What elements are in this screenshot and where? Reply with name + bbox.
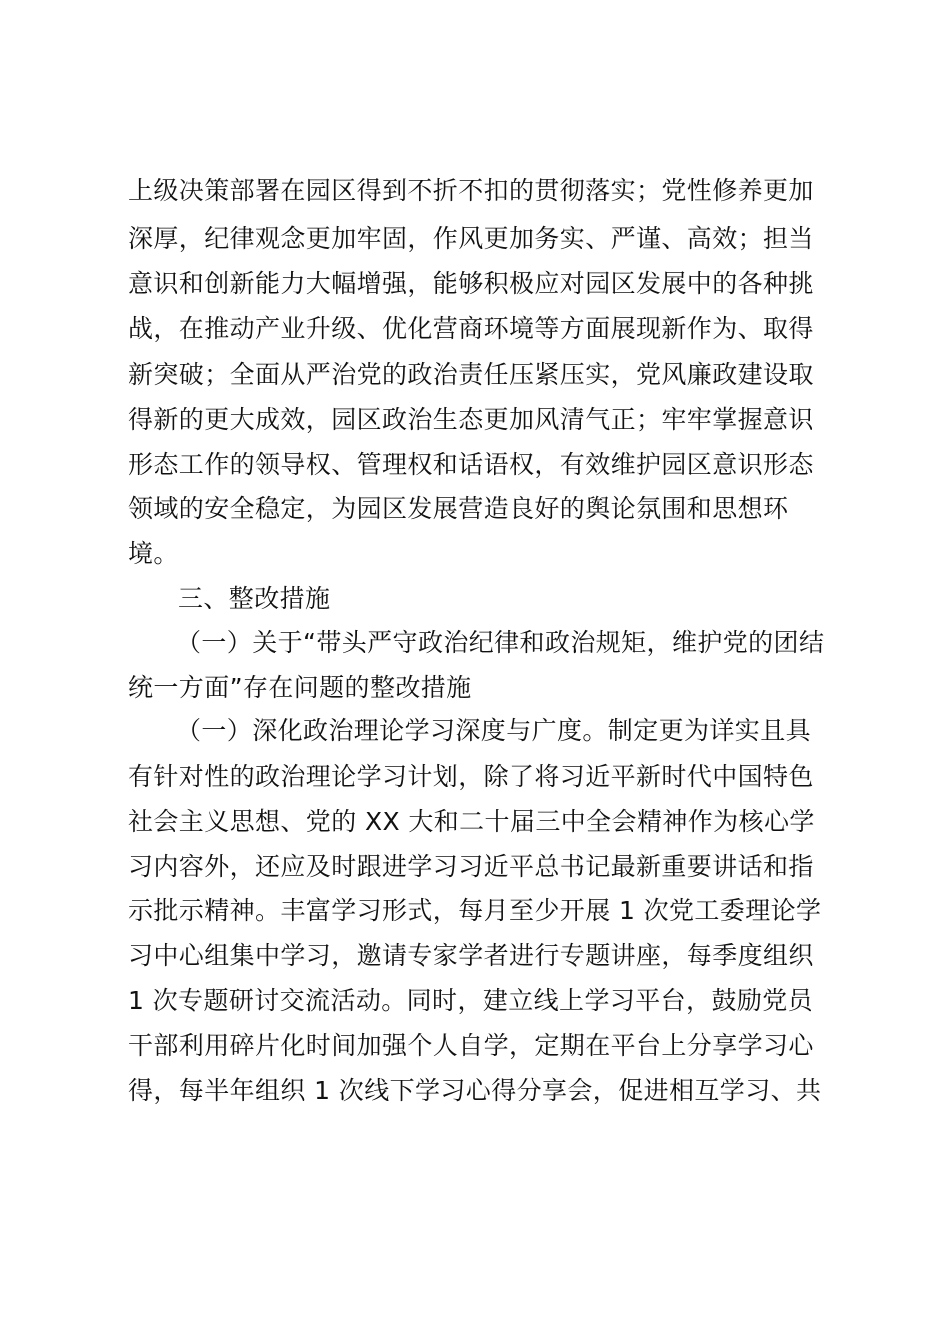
text-line: 干部利用碎片化时间加强个人自学，定期在平台上分享学习心 <box>128 1031 814 1060</box>
text-line: 1 次专题研讨交流活动。同时，建立线上学习平台，鼓励党员 <box>128 986 814 1015</box>
text-line: 领域的安全稳定，为园区发展营造良好的舆论氛围和思想环 <box>128 494 789 523</box>
text-line: 深厚，纪律观念更加牢固，作风更加务实、严谨、高效；担当 <box>128 224 814 253</box>
text-line: 意识和创新能力大幅增强，能够积极应对园区发展中的各种挑 <box>128 269 814 298</box>
text-line: 有针对性的政治理论学习计划，除了将习近平新时代中国特色 <box>128 762 814 791</box>
text-line: 习中心组集中学习，邀请专家学者进行专题讲座，每季度组织 <box>128 941 814 970</box>
text-line: 示批示精神。丰富学习形式，每月至少开展 1 次党工委理论学 <box>128 896 822 925</box>
text-line: 得新的更大成效，园区政治生态更加风清气正；牢牢掌握意识 <box>128 405 814 434</box>
text-line: （一）深化政治理论学习深度与广度。制定更为详实且具 <box>176 716 812 745</box>
text-line: 新突破；全面从严治党的政治责任压紧压实，党风廉政建设取 <box>128 360 814 389</box>
text-line: 战，在推动产业升级、优化营商环境等方面展现新作为、取得 <box>128 314 814 343</box>
text-line: 统一方面”存在问题的整改措施 <box>128 673 472 702</box>
text-line: 境。 <box>128 539 179 568</box>
text-line: 习内容外，还应及时跟进学习习近平总书记最新重要讲话和指 <box>128 852 814 881</box>
text-line: 上级决策部署在园区得到不折不扣的贯彻落实；党性修养更加 <box>128 176 814 205</box>
section-heading: 三、整改措施 <box>178 584 331 613</box>
text-line: （一）关于“带头严守政治纪律和政治规矩，维护党的团结 <box>176 628 825 657</box>
text-line: 形态工作的领导权、管理权和话语权，有效维护园区意识形态 <box>128 450 814 479</box>
text-line: 得，每半年组织 1 次线下学习心得分享会，促进相互学习、共 <box>128 1076 822 1105</box>
text-line: 社会主义思想、党的 XX 大和二十届三中全会精神作为核心学 <box>128 807 815 836</box>
